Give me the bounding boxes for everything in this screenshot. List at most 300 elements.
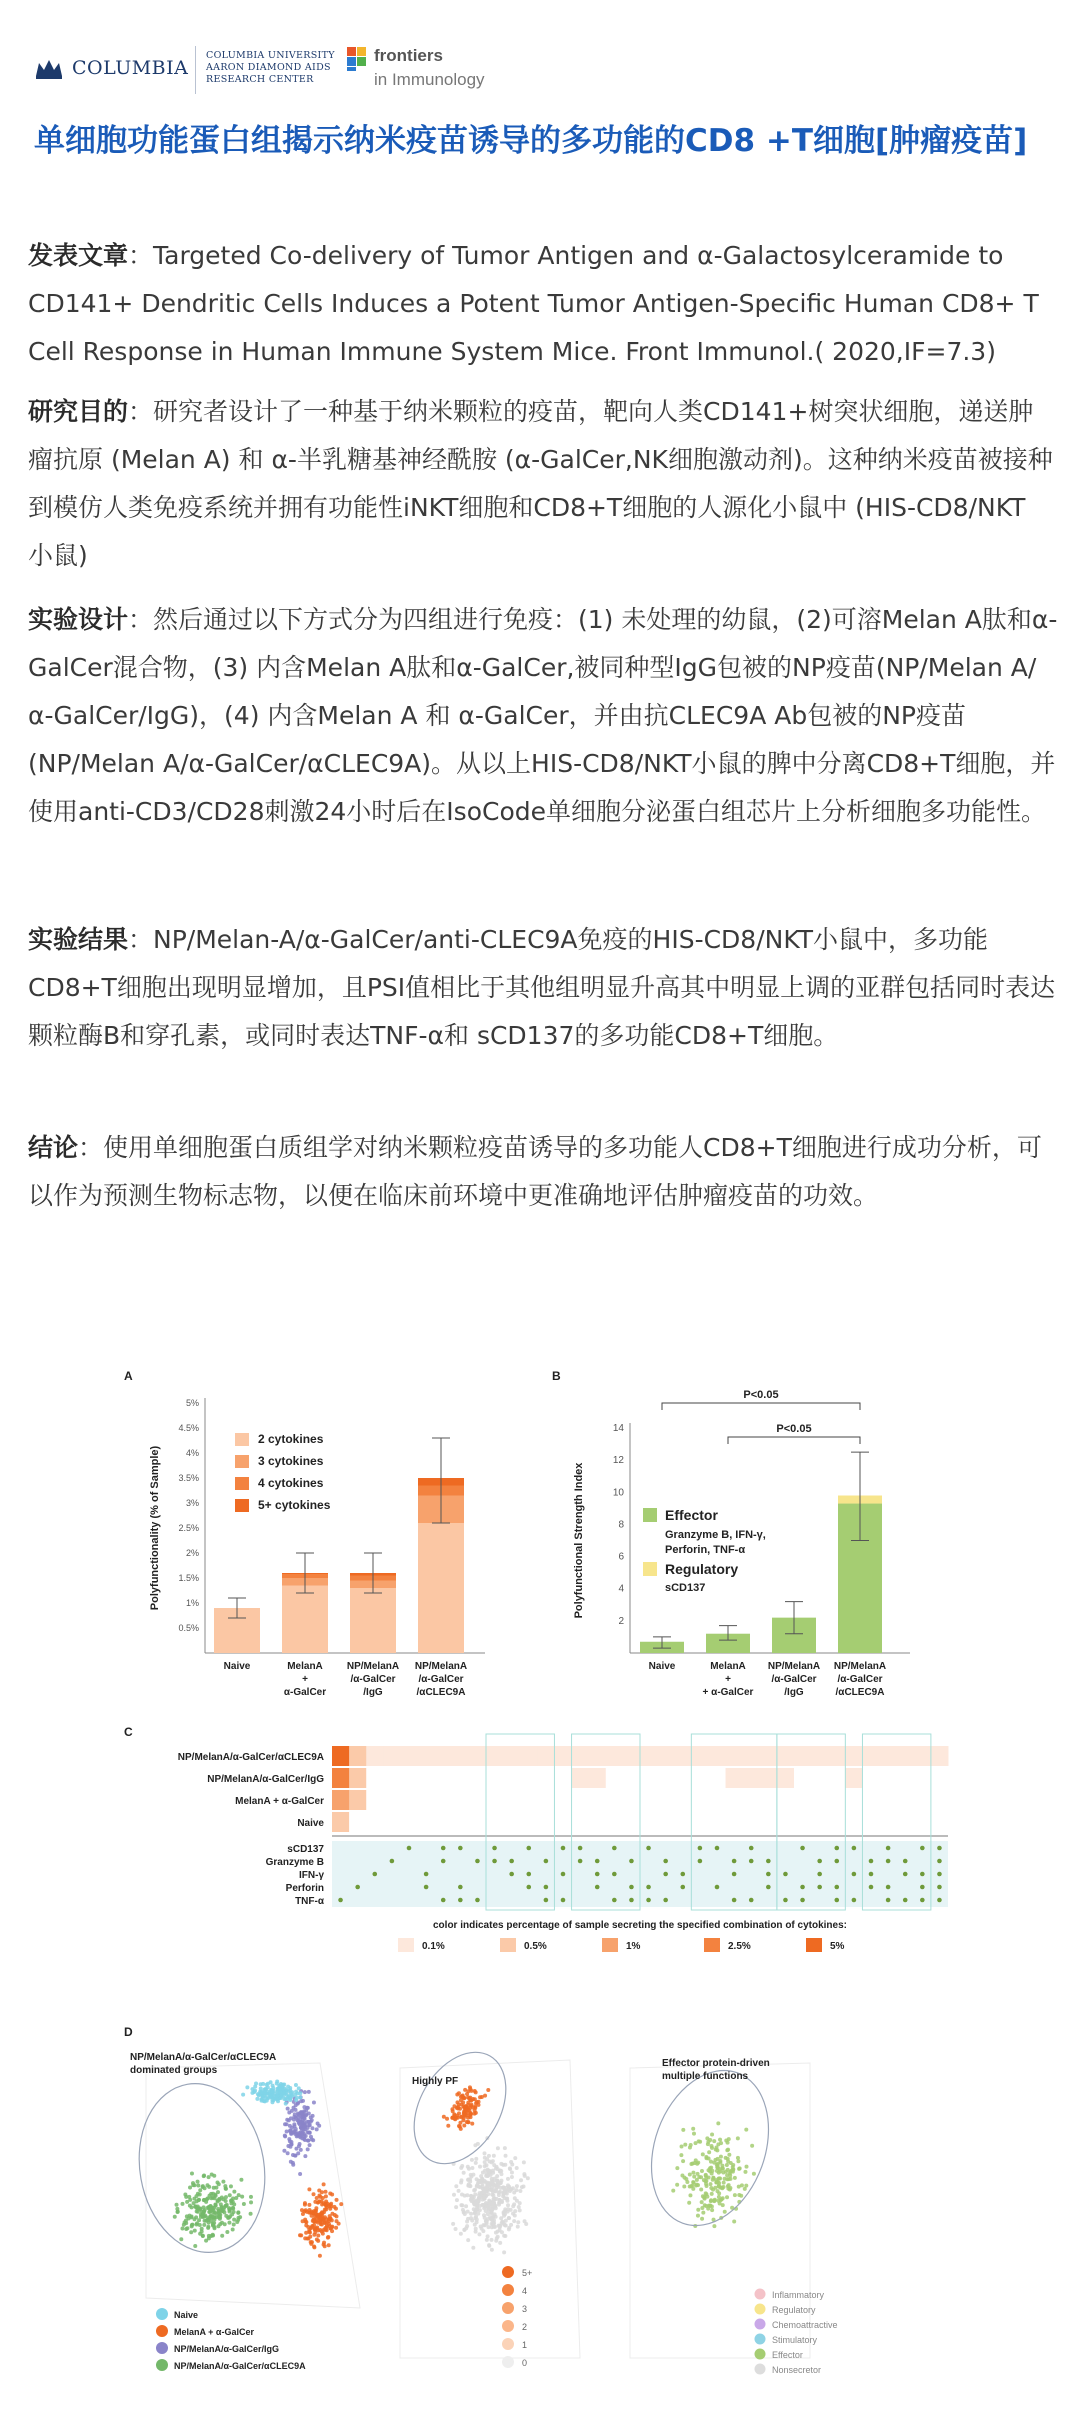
heatmap-cell	[674, 1746, 692, 1766]
legend-swatch	[235, 1499, 249, 1512]
scatter-point	[232, 2190, 236, 2194]
scatter-point	[196, 2210, 200, 2214]
scatter-point	[475, 2184, 479, 2188]
scatter-point	[457, 2189, 461, 2193]
scatter-point	[299, 2233, 303, 2237]
scatter-point	[452, 2193, 456, 2197]
cytokine-dot	[492, 1859, 497, 1864]
scatter-point	[211, 2233, 215, 2237]
scatter-point	[459, 2181, 463, 2185]
scatter-point	[515, 2166, 519, 2170]
scatter-point	[452, 2104, 456, 2108]
cytokine-dot	[663, 1859, 668, 1864]
scatter-point	[463, 2194, 467, 2198]
cytokine-dot	[920, 1846, 925, 1851]
heatmap-cell	[400, 1746, 418, 1766]
cytokine-dot	[698, 1846, 703, 1851]
scatter-point	[265, 2099, 269, 2103]
scatter-point	[710, 2146, 714, 2150]
cytokine-dot	[441, 1898, 446, 1903]
scatter-point	[469, 2212, 473, 2216]
heatmap-cell	[811, 1812, 829, 1832]
cytokine-dot	[749, 1846, 754, 1851]
scatter-point	[297, 2086, 301, 2090]
legend-swatch	[235, 1455, 249, 1468]
scatter-point	[480, 2095, 484, 2099]
heatmap-cell	[914, 1768, 932, 1788]
scatter-point	[459, 2127, 463, 2131]
heatmap-cell	[708, 1768, 726, 1788]
scatter-point	[201, 2212, 205, 2216]
heatmap-cell	[691, 1768, 709, 1788]
scatter-point	[691, 2171, 695, 2175]
scatter-point	[473, 2089, 477, 2093]
heatmap-cell	[794, 1790, 812, 1810]
scatter-point	[733, 2176, 737, 2180]
scatter-point	[463, 2112, 467, 2116]
heatmap-cell	[828, 1746, 846, 1766]
cytokine-dot	[475, 1859, 480, 1864]
heatmap-cell	[572, 1790, 590, 1810]
scatter-point	[700, 2217, 704, 2221]
scatter-point	[487, 2243, 491, 2247]
scatter-point	[713, 2186, 717, 2190]
scatter-point	[721, 2196, 725, 2200]
scatter-point	[176, 2210, 180, 2214]
scatter-point	[503, 2190, 507, 2194]
scatter-point	[710, 2208, 714, 2212]
scatter-point	[692, 2132, 696, 2136]
scatter-point	[216, 2190, 220, 2194]
scatter-point	[472, 2207, 476, 2211]
scatter-point	[503, 2163, 507, 2167]
scatter-point	[715, 2165, 719, 2169]
scatter-point	[485, 2186, 489, 2190]
scatter-point	[192, 2201, 196, 2205]
scatter-point	[197, 2198, 201, 2202]
scatter-point	[716, 2121, 720, 2125]
cytokine-dot	[612, 1846, 617, 1851]
cytokine-dot	[355, 1885, 360, 1890]
category-label: /IgG	[363, 1687, 383, 1698]
scatter-point	[196, 2180, 200, 2184]
heatmap-cell	[332, 1746, 350, 1766]
scatter-point	[733, 2193, 737, 2197]
scatter-point	[483, 2216, 487, 2220]
scatter-point	[198, 2193, 202, 2197]
scatter-legend-dot	[156, 2359, 168, 2371]
scatter-point	[470, 2166, 474, 2170]
scatter-point	[263, 2091, 267, 2095]
heatmap-cell	[794, 1746, 812, 1766]
scatter-point	[481, 2191, 485, 2195]
scatter-point	[224, 2199, 228, 2203]
scatter-point	[189, 2230, 193, 2234]
scatter-point	[720, 2186, 724, 2190]
heatmap-cell	[400, 1812, 418, 1832]
scatter-point	[462, 2171, 466, 2175]
scatter-point	[701, 2211, 705, 2215]
scatter-point	[721, 2167, 725, 2171]
heatmap-cell	[537, 1768, 555, 1788]
scatter-point	[700, 2169, 704, 2173]
scatter-point	[298, 2172, 302, 2176]
figure-svg	[110, 1348, 980, 2398]
scatter-point	[306, 2225, 310, 2229]
heatmap-cell	[606, 1812, 624, 1832]
scatter-point	[265, 2083, 269, 2087]
scatter-point	[269, 2094, 273, 2098]
tick-label: 12	[612, 1455, 624, 1467]
scatter-point	[206, 2183, 210, 2187]
heatmap-cell	[554, 1790, 572, 1810]
scatter-point	[498, 2241, 502, 2245]
cytokine-dot	[817, 1859, 822, 1864]
scatter-point	[739, 2194, 743, 2198]
heatmap-legend-label: 2.5%	[728, 1941, 751, 1952]
tick-label: 0.5%	[178, 1623, 199, 1633]
cytokine-dot	[526, 1885, 531, 1890]
cytokine-dot	[561, 1846, 566, 1851]
scatter-point	[469, 2198, 473, 2202]
scatter-point	[335, 2198, 339, 2202]
heatmap-row-label: Naive	[297, 1818, 324, 1829]
cytokine-dot	[903, 1859, 908, 1864]
heatmap-cell	[366, 1790, 384, 1810]
scatter-point	[325, 2202, 329, 2206]
scatter-point	[240, 2195, 244, 2199]
scatter-point	[730, 2168, 734, 2172]
scatter-point	[286, 2107, 290, 2111]
scatter-point	[318, 2217, 322, 2221]
cytokine-dot	[629, 1859, 634, 1864]
heatmap-cell	[657, 1812, 675, 1832]
heatmap-cell	[674, 1790, 692, 1810]
scatter-point	[271, 2090, 275, 2094]
scatter-point	[494, 2167, 498, 2171]
scatter-point	[232, 2222, 236, 2226]
heatmap-cell	[589, 1768, 607, 1788]
scatter-point	[716, 2199, 720, 2203]
cytokine-dot	[920, 1898, 925, 1903]
scatter-point	[305, 2237, 309, 2241]
heatmap-cell	[743, 1768, 761, 1788]
scatter-point	[725, 2163, 729, 2167]
scatter-point	[282, 2149, 286, 2153]
scatter-point	[179, 2237, 183, 2241]
scatter-point	[324, 2194, 328, 2198]
scatter-point	[307, 2187, 311, 2191]
heatmap-cell	[657, 1746, 675, 1766]
scatter-point	[204, 2239, 208, 2243]
scatter-point	[309, 2240, 313, 2244]
category-label: NP/MelanA	[767, 1661, 821, 1672]
scatter-point	[701, 2152, 705, 2156]
heatmap-cell	[349, 1746, 367, 1766]
scatter-point	[474, 2227, 478, 2231]
scatter-point	[301, 2212, 305, 2216]
scatter-point	[499, 2162, 503, 2166]
scatter-point	[470, 2122, 474, 2126]
cytokine-label: sCD137	[287, 1844, 324, 1855]
cytokine-dot	[783, 1898, 788, 1903]
cytokine-dot	[937, 1859, 942, 1864]
heatmap-cell	[486, 1812, 504, 1832]
cytokine-dot	[834, 1885, 839, 1890]
cytokine-dot	[869, 1872, 874, 1877]
scatter-point	[681, 2128, 685, 2132]
cytokine-dot	[612, 1898, 617, 1903]
scatter-legend-dot	[755, 2334, 766, 2345]
scatter-legend-dot	[502, 2338, 514, 2350]
legend-swatch	[235, 1477, 249, 1490]
heatmap-cell	[743, 1790, 761, 1810]
heatmap-row-label: MelanA + α-GalCer	[235, 1796, 324, 1807]
scatter-point	[211, 2215, 215, 2219]
heatmap-cell	[435, 1790, 453, 1810]
scatter-point	[217, 2197, 221, 2201]
scatter-point	[687, 2201, 691, 2205]
legend-swatch	[643, 1562, 657, 1576]
cytokine-dot	[937, 1885, 942, 1890]
scatter-point	[732, 2219, 736, 2223]
scatter-point	[450, 2116, 454, 2120]
scatter-point	[228, 2193, 232, 2197]
category-label: /α-GalCer	[837, 1674, 883, 1685]
conclusion-label: 结论	[28, 1133, 79, 1162]
scatter-point	[462, 2228, 466, 2232]
scatter-point	[208, 2210, 212, 2214]
scatter-point	[465, 2092, 469, 2096]
scatter-point	[675, 2166, 679, 2170]
scatter-point	[466, 2101, 470, 2105]
scatter-point	[454, 2184, 458, 2188]
scatter-point	[494, 2187, 498, 2191]
scatter-legend-label: MelanA + α-GalCer	[174, 2327, 254, 2337]
scatter-point	[289, 2116, 293, 2120]
tick-label: 1.5%	[178, 1573, 199, 1583]
scatter-point	[451, 2109, 455, 2113]
scatter-point	[486, 2225, 490, 2229]
scatter-point	[483, 2164, 487, 2168]
tick-label: 1%	[185, 1598, 199, 1608]
scatter-legend-label: Stimulatory	[772, 2335, 818, 2345]
axis-label: Polyfunctionality (% of Sample)	[149, 1445, 161, 1611]
scatter-point	[692, 2175, 696, 2179]
legend-detail: Granzyme B, IFN-γ,	[665, 1529, 766, 1541]
heatmap-cell	[537, 1746, 555, 1766]
aaron-diamond-text	[206, 50, 335, 86]
cytokine-dot	[886, 1859, 891, 1864]
cytokine-dot	[783, 1872, 788, 1877]
scatter-point	[695, 2162, 699, 2166]
scatter-point	[490, 2180, 494, 2184]
scatter-point	[709, 2198, 713, 2202]
scatter-point	[468, 2184, 472, 2188]
scatter-point	[477, 2232, 481, 2236]
scatter-point	[683, 2143, 687, 2147]
heatmap-cell	[452, 1768, 470, 1788]
bar-segment	[350, 1588, 396, 1653]
heatmap-cell	[383, 1746, 401, 1766]
scatter-point	[494, 2239, 498, 2243]
scatter-point	[692, 2181, 696, 2185]
scatter-point	[220, 2234, 224, 2238]
scatter-point	[480, 2177, 484, 2181]
scatter-point	[722, 2181, 726, 2185]
article-text: ：Targeted Co-delivery of Tumor Antigen and α-Galactosylceramide to CD141+ Dendritic Cells Induces a Potent Tumor Antigen-Specific Human CD8+ T Cell Response in Human Immune System Mice. Front Immunol.( 2020,IF=7.3)	[28, 241, 1039, 366]
scatter-point	[481, 2171, 485, 2175]
scatter-point	[493, 2225, 497, 2229]
scatter-point	[224, 2195, 228, 2199]
cytokine-dot	[852, 1898, 857, 1903]
scatter-point	[286, 2085, 290, 2089]
scatter-point	[705, 2184, 709, 2188]
scatter-point	[285, 2097, 289, 2101]
scatter-point	[509, 2223, 513, 2227]
scatter-point	[682, 2185, 686, 2189]
heatmap-legend-swatch	[500, 1938, 516, 1952]
scatter-point	[335, 2214, 339, 2218]
cytokine-dot	[749, 1898, 754, 1903]
scatter-point	[486, 2088, 490, 2092]
scatter-point	[490, 2160, 494, 2164]
scatter-point	[290, 2130, 294, 2134]
cytokine-dot	[458, 1885, 463, 1890]
scatter-point	[731, 2163, 735, 2167]
scatter-point	[200, 2230, 204, 2234]
scatter-point	[489, 2217, 493, 2221]
heatmap-cell	[777, 1812, 795, 1832]
scatter-point	[300, 2128, 304, 2132]
heatmap-legend-swatch	[602, 1938, 618, 1952]
cytokine-dot	[629, 1898, 634, 1903]
scatter-point	[242, 2202, 246, 2206]
cytokine-dot	[407, 1846, 412, 1851]
heatmap-legend-swatch	[806, 1938, 822, 1952]
heatmap-cell	[366, 1812, 384, 1832]
scatter-point	[513, 2156, 517, 2160]
heatmap-cell	[640, 1812, 658, 1832]
scatter-point	[306, 2130, 310, 2134]
scatter-point	[491, 2194, 495, 2198]
tick-label: 3.5%	[178, 1473, 199, 1483]
scatter-point	[312, 2100, 316, 2104]
scatter-point	[292, 2122, 296, 2126]
heatmap-cell	[845, 1746, 863, 1766]
heatmap-cell	[674, 1768, 692, 1788]
scatter-point	[708, 2166, 712, 2170]
heatmap-cell	[760, 1746, 778, 1766]
cytokine-dot	[886, 1885, 891, 1890]
heatmap-cell	[469, 1768, 487, 1788]
category-label: /α-GalCer	[350, 1674, 396, 1685]
scatter-point	[473, 2097, 477, 2101]
scatter-point	[313, 2200, 317, 2204]
heatmap-cell	[880, 1812, 898, 1832]
scatter-point	[310, 2118, 314, 2122]
scatter-point	[522, 2160, 526, 2164]
scatter-point	[483, 2196, 487, 2200]
heatmap-cell	[777, 1768, 795, 1788]
heatmap-cell	[691, 1790, 709, 1810]
cytokine-dot	[509, 1859, 514, 1864]
scatter-point	[493, 2177, 497, 2181]
scatter-point	[207, 2234, 211, 2238]
legend-label: 4 cytokines	[258, 1476, 324, 1490]
scatter-point	[719, 2155, 723, 2159]
scatter-point	[712, 2139, 716, 2143]
scatter-point	[750, 2144, 754, 2148]
scatter-legend-label: Regulatory	[772, 2305, 816, 2315]
scatter-point	[522, 2172, 526, 2176]
scatter-point	[474, 2215, 478, 2219]
scatter-point	[727, 2153, 731, 2157]
scatter-point	[490, 2202, 494, 2206]
category-label: /α-GalCer	[771, 1674, 817, 1685]
cytokine-dot	[561, 1872, 566, 1877]
scatter-point	[318, 2254, 322, 2258]
scatter-point	[454, 2227, 458, 2231]
scatter-legend-label: 4	[522, 2286, 528, 2296]
scatter-point	[175, 2203, 179, 2207]
heatmap-cell	[623, 1812, 641, 1832]
scatter-point	[180, 2202, 184, 2206]
heatmap-cell	[452, 1790, 470, 1810]
aaron-line: AARON DIAMOND AIDS	[206, 62, 331, 73]
scatter-legend-dot	[502, 2356, 514, 2368]
cytokine-dot	[526, 1846, 531, 1851]
scatter-point	[307, 2090, 311, 2094]
heatmap-cell	[640, 1768, 658, 1788]
category-label: NP/MelanA	[346, 1661, 400, 1672]
heatmap-cell	[606, 1768, 624, 1788]
scatter-point	[486, 2234, 490, 2238]
scatter-point	[516, 2225, 520, 2229]
scatter-legend-label: 2	[522, 2322, 528, 2332]
heatmap-cell	[931, 1790, 949, 1810]
scatter-point	[496, 2229, 500, 2233]
scatter-point	[185, 2200, 189, 2204]
scatter-point	[286, 2151, 290, 2155]
scatter-point	[334, 2226, 338, 2230]
scatter-point	[445, 2117, 449, 2121]
scatter-legend-dot	[156, 2342, 168, 2354]
scatter-point	[249, 2212, 253, 2216]
scatter-point	[321, 2232, 325, 2236]
scatter-point	[254, 2081, 258, 2085]
heatmap-cell	[914, 1812, 932, 1832]
cytokine-dot	[732, 1872, 737, 1877]
scatter-point	[728, 2186, 732, 2190]
heatmap-cell	[349, 1812, 367, 1832]
scatter-point	[726, 2160, 730, 2164]
scatter-point	[275, 2097, 279, 2101]
scatter-point	[675, 2183, 679, 2187]
category-label: +	[725, 1674, 731, 1685]
heatmap-cell	[452, 1812, 470, 1832]
scatter-point	[227, 2206, 231, 2210]
cytokine-dot	[595, 1872, 600, 1877]
scatter-point	[217, 2182, 221, 2186]
heatmap-legend-swatch	[704, 1938, 720, 1952]
scatter-legend-label: NP/MelanA/α-GalCer/IgG	[174, 2344, 280, 2354]
tick-label: 6	[618, 1551, 624, 1563]
scatter-point	[503, 2196, 507, 2200]
heatmap-cell	[606, 1790, 624, 1810]
heatmap-cell	[554, 1746, 572, 1766]
heatmap-cell	[572, 1768, 590, 1788]
